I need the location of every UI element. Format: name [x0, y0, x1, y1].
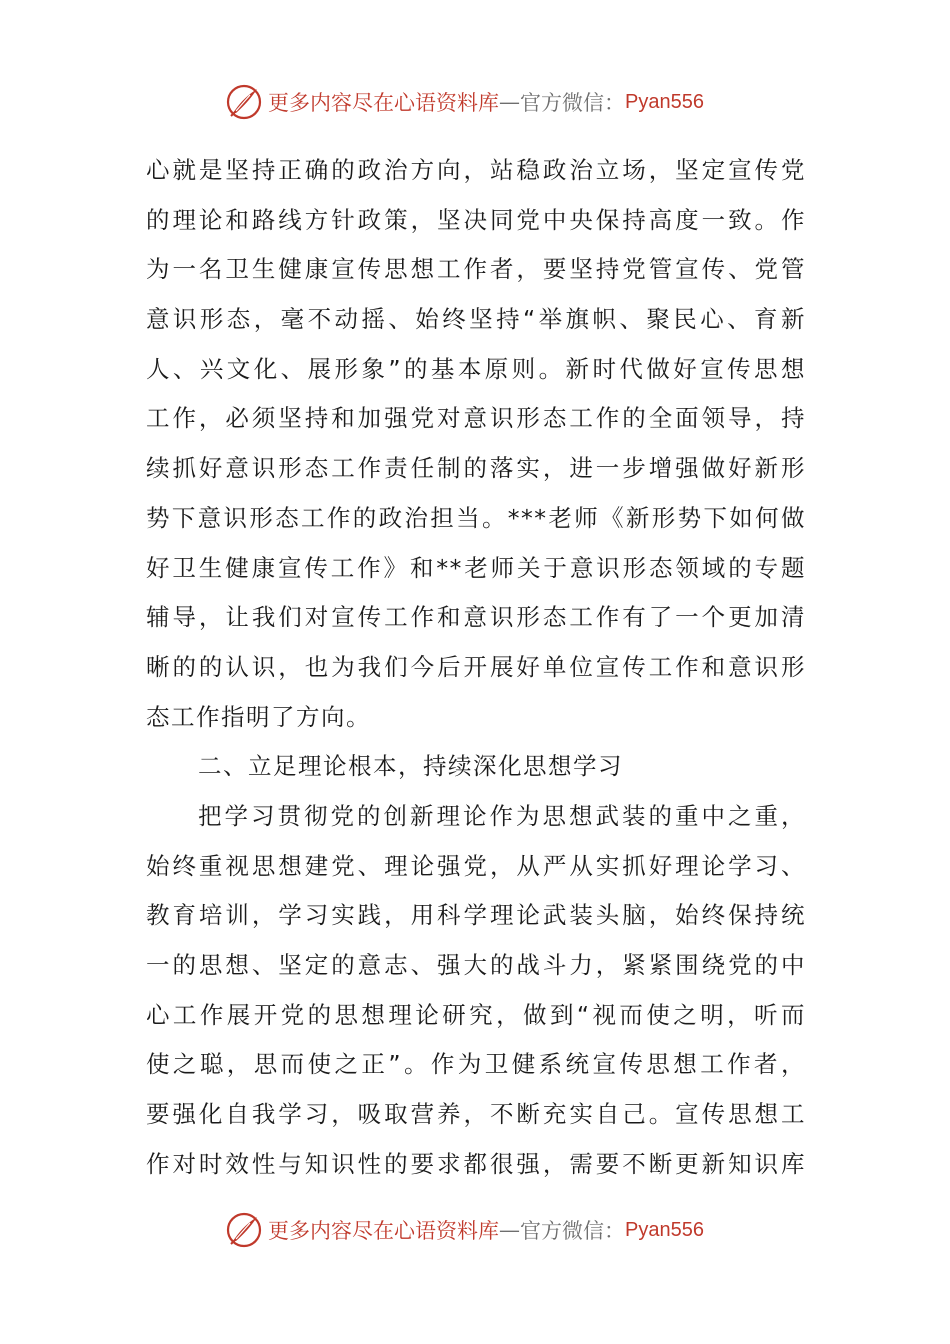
- text-line: 要强化自我学习，吸取营养，不断充实自己。宣传思想工: [146, 1100, 806, 1129]
- text-line: 晰的的认识，也为我们今后开展好单位宣传工作和意识形: [146, 652, 806, 681]
- quill-seal-logo-icon: [224, 1210, 264, 1250]
- text-line: 意识形态，毫不动摇、始终坚持“举旗帜、聚民心、育新: [146, 305, 806, 334]
- text-line: 续抓好意识形态工作责任制的落实，进一步增强做好新形: [146, 454, 806, 483]
- text-line: 一的思想、坚定的意志、强大的战斗力，紧紧围绕党的中: [146, 951, 806, 979]
- text-line: 工作，必须坚持和加强党对意识形态工作的全面领导，持: [146, 404, 806, 433]
- text-line: 心就是坚持正确的政治方向，站稳政治立场，坚定宣传党: [146, 156, 806, 184]
- text-line: 心工作展开党的思想理论研究，做到“视而使之明，听而: [146, 1000, 806, 1029]
- header-banner: [224, 80, 744, 124]
- text-line: 使之聪，思而使之正”。作为卫健系统宣传思想工作者，: [146, 1050, 806, 1079]
- banner-wechat-id: Pyan556: [625, 90, 704, 113]
- section-heading: 二、立足理论根本，持续深化思想学习: [198, 752, 623, 781]
- banner-title: 更多内容尽在心语资料库: [268, 1219, 499, 1243]
- text-line: 人、兴文化、展形象”的基本原则。新时代做好宣传思想: [146, 354, 806, 383]
- text-line: 为一名卫生健康宣传思想工作者，要坚持党管宣传、党管: [146, 255, 806, 284]
- banner-wechat-label: 官方微信：: [520, 1219, 625, 1243]
- text-line: 作对时效性与知识性的要求都很强，需要不断更新知识库: [146, 1149, 806, 1178]
- text-line: 辅导，让我们对宣传工作和意识形态工作有了一个更加清: [146, 603, 806, 632]
- banner-wechat-label: 官方微信：: [520, 91, 625, 115]
- text-line: 教育培训，学习实践，用科学理论武装头脑，始终保持统: [146, 901, 806, 930]
- text-line: 把学习贯彻党的创新理论作为思想武装的重中之重，: [198, 801, 806, 830]
- text-line: 的理论和路线方针政策，坚决同党中央保持高度一致。作: [146, 205, 806, 234]
- footer-banner: [224, 1208, 744, 1252]
- text-line: 态工作指明了方向。: [146, 702, 371, 731]
- text-line: 势下意识形态工作的政治担当。***老师《新形势下如何做: [146, 503, 806, 532]
- quill-seal-logo-icon: [224, 82, 264, 122]
- text-line: 好卫生健康宣传工作》和**老师关于意识形态领域的专题: [146, 553, 806, 582]
- banner-dash: —: [499, 1218, 520, 1242]
- banner-dash: —: [499, 90, 520, 114]
- banner-wechat-id: Pyan556: [625, 1218, 704, 1241]
- text-line: 始终重视思想建党、理论强党，从严从实抓好理论学习、: [146, 851, 806, 880]
- document-body: [146, 146, 806, 1189]
- banner-title: 更多内容尽在心语资料库: [268, 91, 499, 115]
